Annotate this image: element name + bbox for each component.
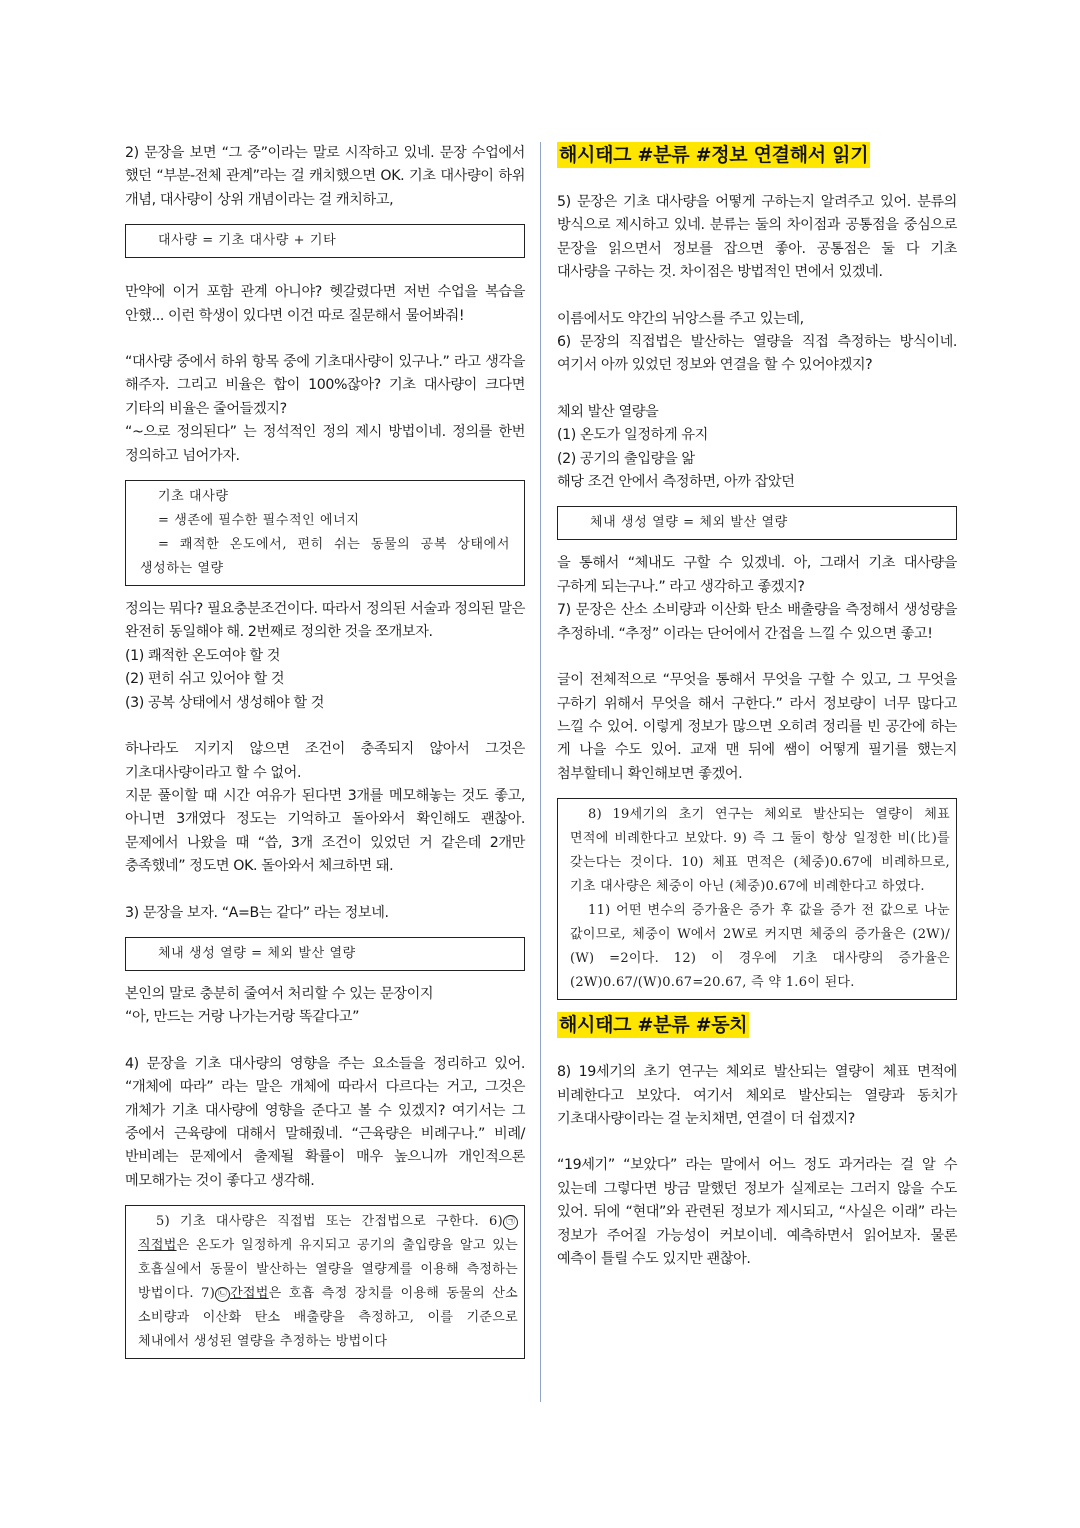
paragraph: 6) 문장의 직접법은 발산하는 열량을 직접 측정하는 방식이네. 여기서 아까 있었던 정보와 연결을 할 수 있어야겠지? [557, 334, 957, 374]
paragraph: “19세기” “보았다” 라는 말에서 어느 정도 과거라는 걸 알 수 있는데 그렇다면 방금 말했던 정보가 실제로는 그러지 않을 수도 있어. 뒤에 “현대”와 관련된 정보가 제시되고, “사실은 이래” 라는 정보가 주어질 가능성이 커보이네. 예측하면서 읽어보자. 물론 예측이 틀릴 수도 있지만 괜찮아. [557, 1157, 957, 1267]
paragraph: 만약에 이거 포함 관계 아니야? 헷갈렸다면 저번 수업을 복습을 안했... 이런 학생이 있다면 이건 따로 질문해서 물어봐줘! [125, 284, 525, 324]
paragraph: 2) 문장을 보면 “그 중”이라는 말로 시작하고 있네. 문장 수업에서 했던 “부분-전체 관계”라는 걸 캐치했으면 OK. 기초 대사량이 하위 개념, 대사량이 상위 개념이라는 걸 캐치하고, [125, 145, 525, 208]
definition-line: = 쾌적한 온도에서, 편히 쉬는 동물의 공복 상태에서 생성하는 열량 [140, 537, 510, 577]
right-column [557, 142, 957, 1271]
passage-text [138, 1210, 518, 1354]
paragraph: “아, 만드는 거랑 나가는거랑 똑같다고” [125, 1009, 360, 1026]
formula-box [125, 224, 525, 258]
formula-text: 체내 생성 열량 = 체외 발산 열량 [590, 515, 788, 531]
underlined-term: 직접법 [138, 1238, 177, 1254]
circled-marker: ㉠ [503, 1215, 518, 1230]
hashtag-heading: 해시태그 #분류 #정보 연결해서 읽기 [559, 144, 869, 166]
hashtag-heading: 해시태그 #분류 #동치 [559, 1014, 748, 1037]
passage-segment: 은 호흡 측정 장치를 이용해 동물의 산소 소비량과 이산화 탄소 배출량을 측정하고, 이를 기준으로 체내에서 생성된 열량을 추정하는 방법이다 [138, 1286, 518, 1350]
passage-segment: 은 온도가 일정하게 유지되고 공기의 출입량을 알고 있는 호흡실에서 동물이 발산하는 열량을 열량계를 이용해 측정하는 방법이다. 7) [138, 1238, 518, 1302]
list-item: 해당 조건 안에서 측정하면, 아까 잡았던 [557, 474, 795, 491]
formula-box [125, 937, 525, 971]
list-item: 체외 발산 열량을 [557, 403, 659, 420]
paragraph: 지문 풀이할 때 시간 여유가 된다면 3개를 메모해놓는 것도 좋고, 아니면 3개였다 정도는 기억하고 돌아와서 확인해도 괜찮아. 문제에서 나왔을 때 “씁, 3개 조건이 있었던 거 같은데 2개만 충족했네” 정도면 OK. 돌아와서 체크하면 돼. [125, 787, 525, 875]
passage-segment: 5) 기초 대사량은 직접법 또는 간접법으로 구한다. 6) [156, 1214, 503, 1230]
column-divider [540, 142, 541, 1402]
paragraph: 본인의 말로 충분히 줄여서 처리할 수 있는 문장이지 [125, 985, 434, 1002]
passage-text: 8) 19세기의 초기 연구는 체외로 발산되는 열량이 체표 면적에 비례한다고 보았다. 9) 즉 그 둘이 항상 일정한 비(比)를 갖는다는 것이다. 10) 체표 면적은 (체중)0.67에 비례하므로, 기초 대사량은 체중이 아닌 (체중)0.67에 비례한다고 하였다. [570, 807, 950, 895]
list-item: (2) 편히 쉬고 있어야 할 것 [125, 671, 285, 688]
definition-box [125, 480, 525, 586]
list-item: (3) 공복 상태에서 생성해야 할 것 [125, 694, 325, 711]
paragraph: 이름에서도 약간의 뉘앙스를 주고 있는데, [557, 310, 804, 327]
formula-text: 대사량 = 기초 대사량 + 기타 [158, 233, 337, 249]
paragraph: 을 통해서 “체내도 구할 수 있겠네. 아, 그래서 기초 대사량을 구하게 되는구나.” 라고 생각하고 좋겠지? [557, 555, 957, 595]
formula-text: 체내 생성 열량 = 체외 발산 열량 [158, 945, 356, 961]
definition-line: = 생존에 필수한 필수적인 에너지 [158, 513, 360, 529]
left-column [125, 142, 525, 1359]
list-item: (1) 쾌적한 온도여야 할 것 [125, 647, 281, 664]
paragraph: 8) 19세기의 초기 연구는 체외로 발산되는 열량이 체표 면적에 비례한다고 보았다. 여기서 체외로 발산되는 열량과 동치가 기초대사량이라는 걸 눈치채면, 연결이 더 쉽겠지? [557, 1064, 957, 1127]
paragraph: 4) 문장을 기초 대사량의 영향을 주는 요소들을 정리하고 있어. “개체에 따라” 라는 말은 개체에 따라서 다르다는 거고, 그것은 개체가 기초 대사량에 영향을 준다고 볼 수 있겠지? 여기서는 그 중에서 근육량에 대해서 말해줬네. “근육량은 비례구나.” 비례/반비례는 문제에서 출제될 확률이 매우 높으니까 개인적으론 메모해가는 것이 좋다고 생각해. [125, 1055, 525, 1189]
circled-marker: ㉡ [215, 1287, 230, 1302]
list-item: (1) 온도가 일정하게 유지 [557, 427, 708, 444]
passage-box [125, 1205, 525, 1359]
list-item: (2) 공기의 출입량을 앎 [557, 450, 695, 467]
paragraph: 정의는 뭐다? 필요충분조건이다. 따라서 정의된 서술과 정의된 말은 완전히 동일해야 해. 2번째로 정의한 것을 쪼개보자. [125, 601, 525, 641]
formula-box [557, 506, 957, 540]
paragraph: 7) 문장은 산소 소비량과 이산화 탄소 배출량을 측정해서 생성량을 추정하네. “추정” 이라는 단어에서 간접을 느낄 수 있으면 좋고! [557, 602, 957, 642]
paragraph: 글이 전체적으로 “무엇을 통해서 무엇을 구할 수 있고, 그 무엇을 구하기 위해서 무엇을 해서 구한다.” 라서 정보량이 너무 많다고 느낄 수 있어. 이렇게 정보가 많으면 오히려 정리를 빈 공간에 하는 게 나을 수도 있어. 교재 맨 뒤에 쌤이 어떻게 필기를 했는지 첨부할테니 확인해보면 좋겠어. [557, 672, 957, 782]
paragraph: 3) 문장을 보자. “A=B는 같다” 라는 정보네. [125, 904, 389, 921]
underlined-term: 간접법 [230, 1286, 269, 1302]
paragraph: “~으로 정의된다” 는 정석적인 정의 제시 방법이네. 정의를 한번 정의하고 넘어가자. [125, 424, 525, 464]
passage-text: 11) 어떤 변수의 증가율은 증가 후 값을 증가 전 값으로 나눈 값이므로, 체중이 W에서 2W로 커지면 체중의 증가율은 (2W)/ (W) =2이다. 12) 이 경우에 기초 대사량의 증가율은 (2W)0.67/(W)0.67=20.67, 즉 약 1.6이 된다. [570, 903, 950, 991]
paragraph: 5) 문장은 기초 대사량을 어떻게 구하는지 알려주고 있어. 분류의 방식으로 제시하고 있네. 분류는 둘의 차이점과 공통점을 중심으로 문장을 읽으면서 정보를 잡으면 좋아. 공통점은 둘 다 기초 대사량을 구하는 것. 차이점은 방법적인 면에서 있겠네. [557, 194, 957, 281]
paragraph: “대사량 중에서 하위 항목 중에 기초대사량이 있구나.” 라고 생각을 해주자. 그리고 비율은 합이 100%잖아? 기초 대사량이 크다면 기타의 비율은 줄어들겠지? [125, 354, 525, 417]
definition-line: 기초 대사량 [158, 489, 229, 505]
passage-box [557, 798, 957, 1000]
paragraph: 하나라도 지키지 않으면 조건이 충족되지 않아서 그것은 기초대사량이라고 할 수 없어. [125, 741, 525, 781]
